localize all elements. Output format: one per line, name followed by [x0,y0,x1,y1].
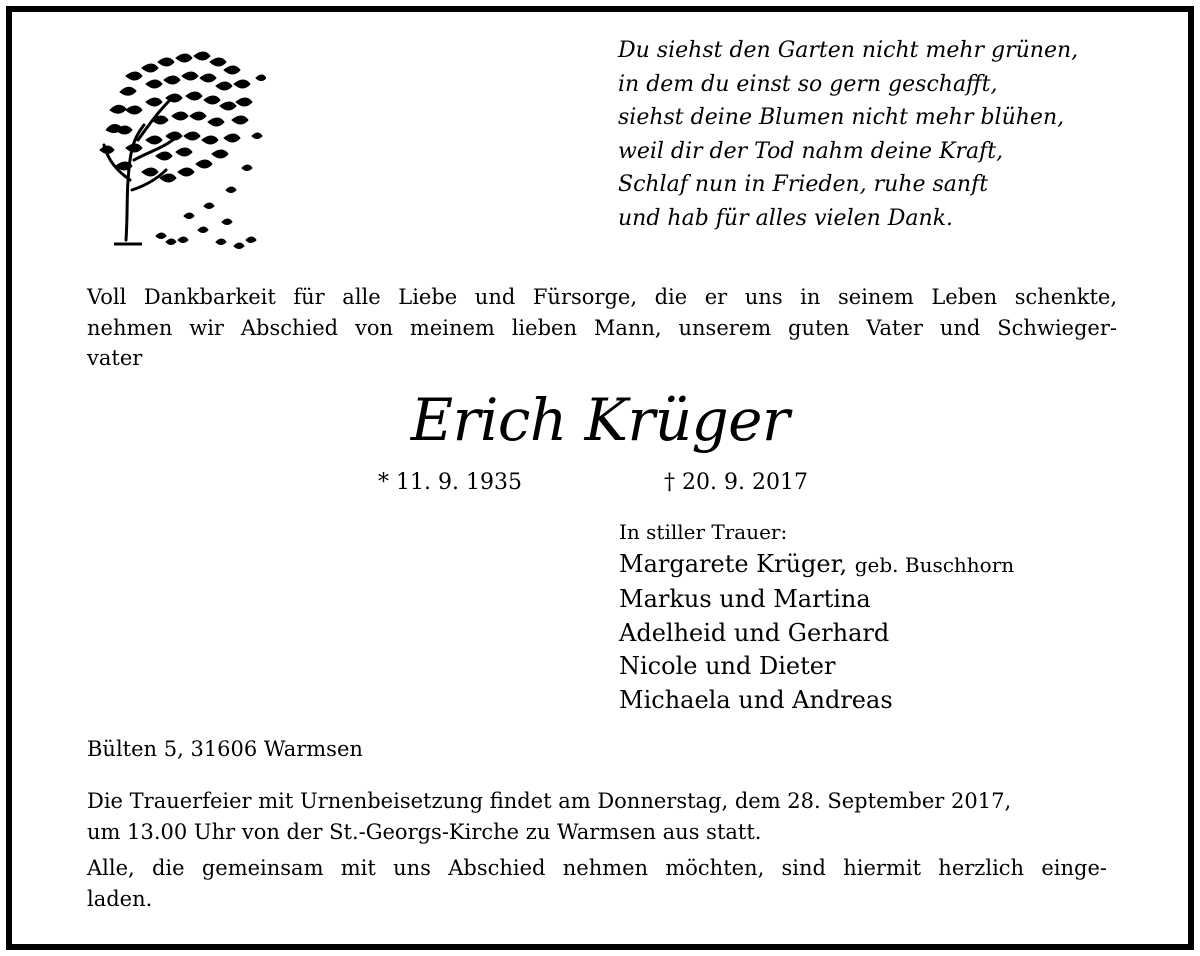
poem [618,34,1158,235]
poem-line: siehst deine Blumen nicht mehr blühen, [618,105,1065,130]
poem-line: weil dir der Tod nahm deine Kraft, [618,138,1004,164]
invitation [87,853,1117,914]
mourner-entry [619,548,1014,583]
mourner-name: Michaela und Andreas [619,686,893,715]
deceased-name: Erich Krüger [410,386,790,454]
mourner-entry [619,650,1014,684]
funeral-line: um 13.00 Uhr von der St.-Georgs-Kirche zu Warmsen aus statt. [87,819,762,844]
death-date: † 20. 9. 2017 [664,470,808,495]
invitation-line: Alle, die gemeinsam mit uns Abschied nehmen möchten, sind hiermit herzlich einge- [87,856,1107,880]
funeral-info [87,786,1117,847]
mourner-entry [619,684,1014,718]
mourners-block [619,517,1014,718]
intro-line: nehmen wir Abschied von meinem lieben Mann, unserem guten Vater und Schwieger- [87,315,1117,340]
funeral-line: Die Trauerfeier mit Urnenbeisetzung findet am Donnerstag, dem 28. September 2017, [87,789,1012,813]
invitation-line: laden. [87,886,153,911]
tree-with-falling-leaves-icon [86,40,266,255]
poem-line: Du siehst den Garten nicht mehr grünen, [618,38,1079,63]
intro-line: Voll Dankbarkeit für alle Liebe und Fürsorge, die er uns in seinem Leben schenkte, [87,285,1117,309]
mourner-entry [619,617,1014,651]
mourner-name: Nicole und Dieter [619,652,836,681]
mourning-heading: In stiller Trauer: [619,520,788,544]
poem-line: und hab für alles vielen Dank. [618,205,954,231]
family-address: Bülten 5, 31606 Warmsen [87,737,363,761]
mourner-entry [619,583,1014,617]
poem-line: in dem du einst so gern geschafft, [618,71,998,97]
mourner-name: Margarete Krüger, [619,550,848,578]
mourner-maiden-name: geb. Buschhorn [854,553,1015,577]
mourner-name: Adelheid und Gerhard [619,618,890,647]
intro-paragraph [87,282,1117,374]
poem-line: Schlaf nun in Frieden, ruhe sanft [618,172,989,197]
intro-line: vater [87,346,143,370]
mourner-name: Markus und Martina [619,584,871,613]
birth-date: * 11. 9. 1935 [378,470,522,495]
